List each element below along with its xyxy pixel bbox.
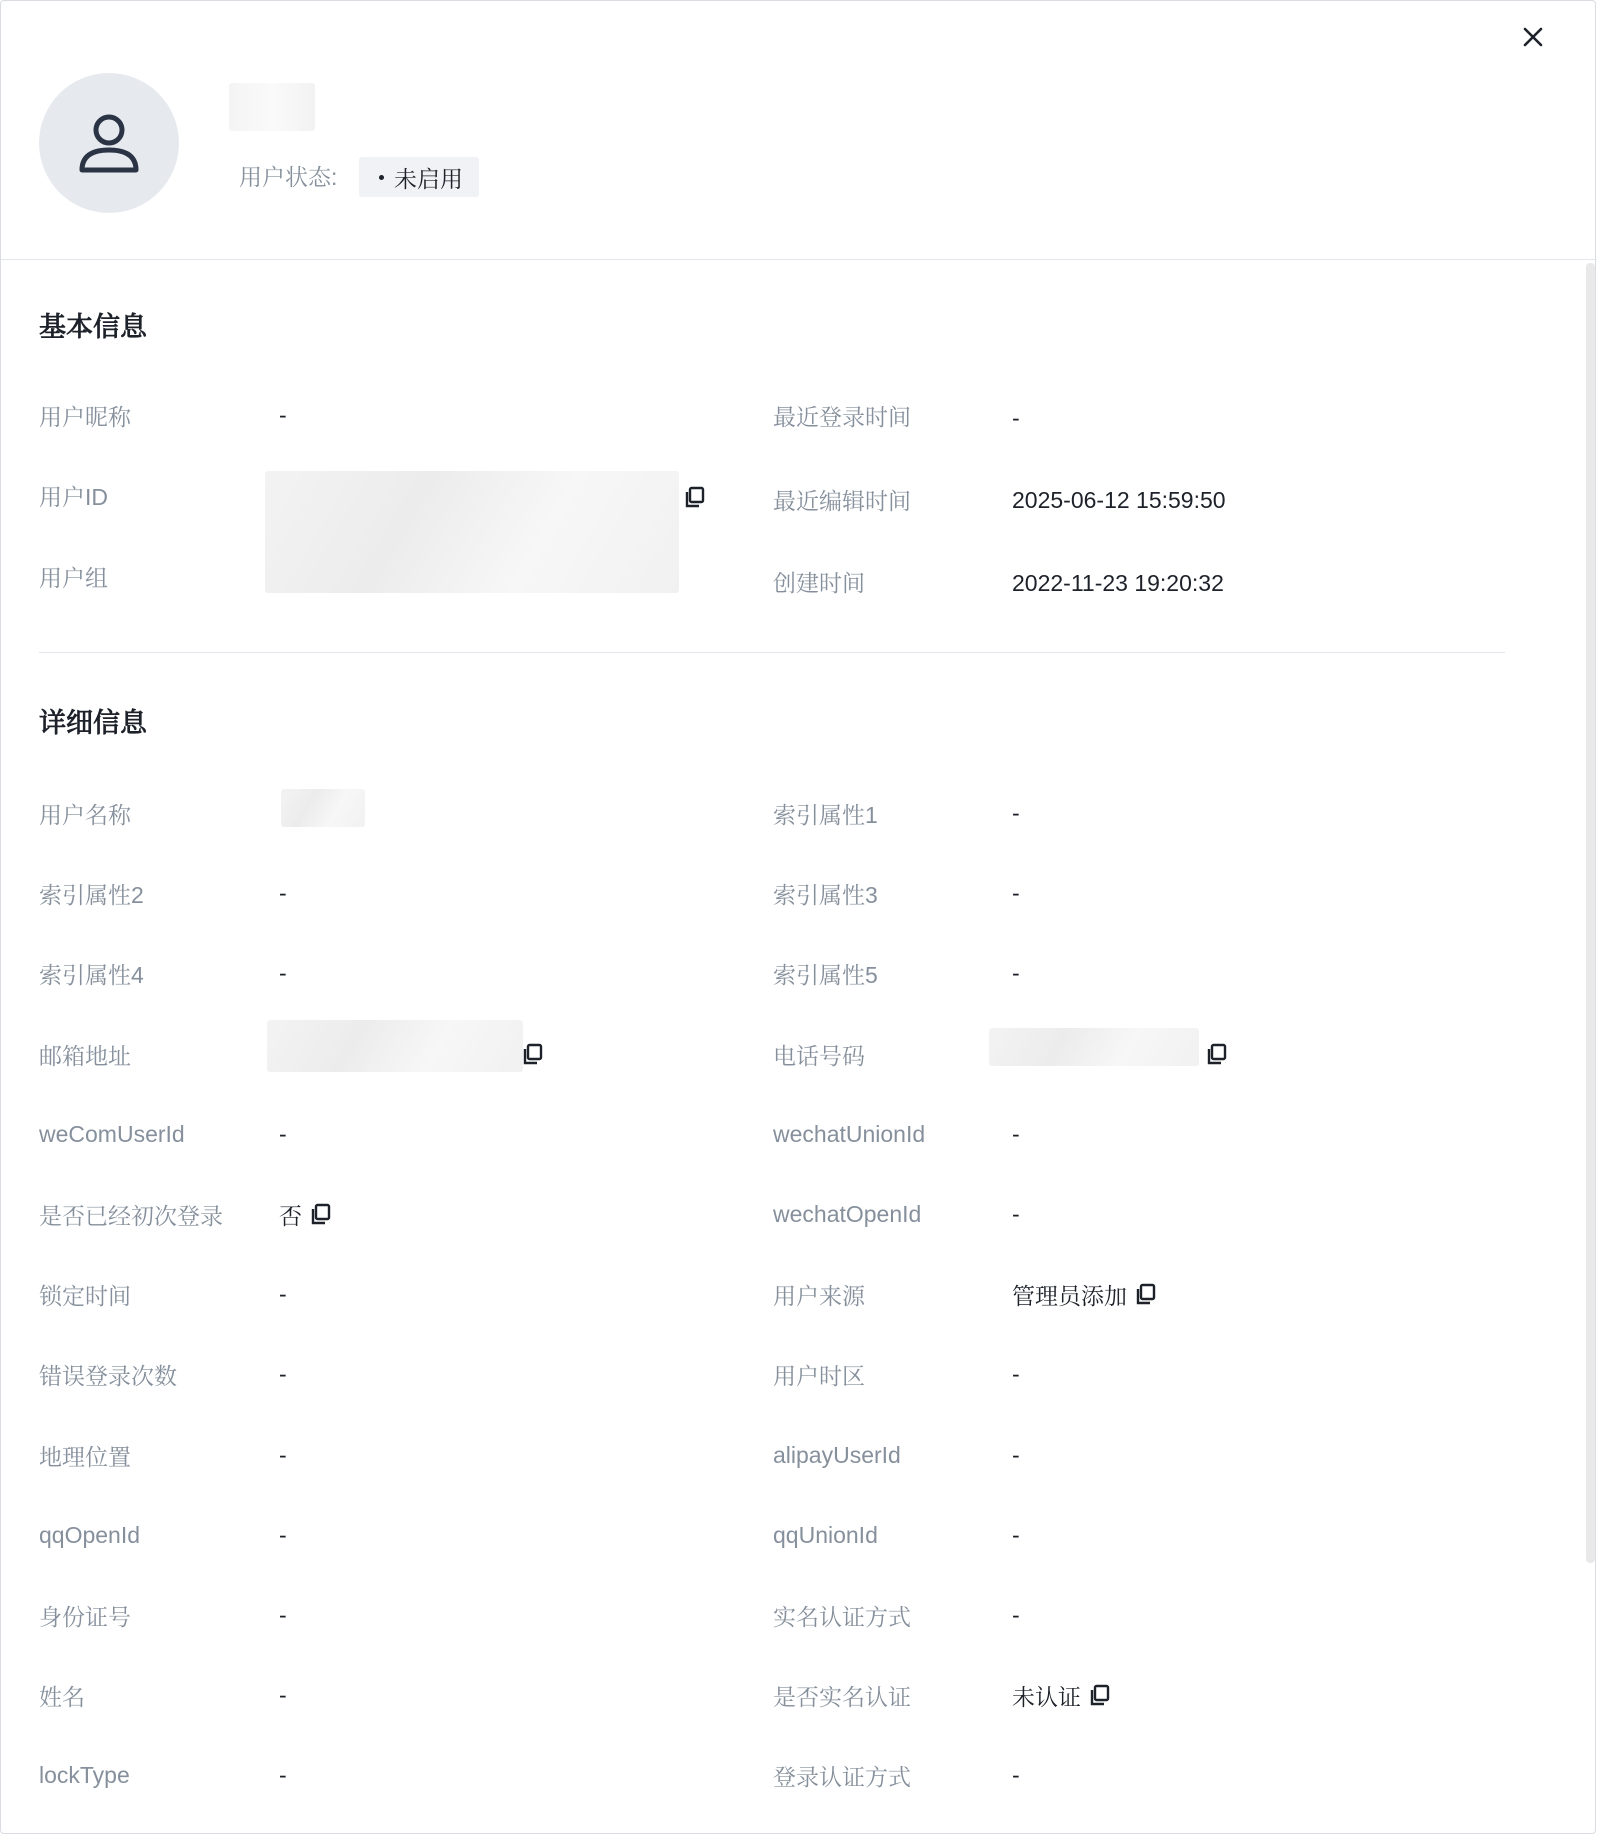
detail-label-left: lockType — [39, 1761, 130, 1788]
detail-label-left: 姓名 — [39, 1683, 85, 1710]
detail-label-right: 索引属性5 — [773, 961, 878, 988]
status-label: 用户状态: — [239, 164, 338, 190]
detail-label-right: 用户时区 — [773, 1362, 865, 1389]
detail-label-left: 锁定时间 — [39, 1282, 131, 1309]
detail-label-right: 是否实名认证 — [773, 1683, 911, 1710]
detail-value-right: - — [1012, 1360, 1020, 1387]
detail-value-right: 管理员添加 — [1012, 1278, 1157, 1311]
copy-icon — [1089, 1684, 1111, 1706]
detail-label-right: 索引属性1 — [773, 801, 878, 828]
detail-label-left: qqOpenId — [39, 1521, 141, 1548]
detail-label-right: wechatUnionId — [773, 1120, 926, 1147]
detail-value-left: - — [279, 1521, 287, 1548]
user-id-group-redacted — [265, 471, 679, 593]
detail-value-right: - — [1012, 1761, 1020, 1788]
field-user-id — [39, 475, 108, 515]
detail-value-left: 否 — [279, 1198, 332, 1231]
copy-icon — [1135, 1283, 1157, 1305]
field-value-created: 2022-11-23 19:20:32 — [1012, 569, 1224, 596]
detail-value-right: - — [1012, 1521, 1020, 1548]
detail-value-left: - — [279, 1280, 287, 1307]
phone-redacted — [989, 1028, 1199, 1066]
detail-value-left: - — [279, 1360, 287, 1387]
detail-label-left: 地理位置 — [39, 1443, 131, 1470]
detail-value-left: - — [279, 1601, 287, 1628]
copy-phone-button[interactable] — [1206, 1043, 1228, 1065]
scrollbar[interactable] — [1586, 263, 1595, 1563]
field-value-last-edit: 2025-06-12 15:59:50 — [1012, 486, 1226, 513]
copy-icon — [1206, 1043, 1228, 1065]
field-value-last-login: - — [1012, 404, 1020, 431]
detail-value-left: - — [279, 1761, 287, 1788]
detail-label-left: 邮箱地址 — [39, 1042, 131, 1069]
detail-value-right: - — [1012, 879, 1020, 906]
avatar — [39, 73, 179, 213]
field-user-group — [39, 556, 108, 596]
detail-value-right: - — [1012, 1441, 1020, 1468]
detail-label-right: 用户来源 — [773, 1282, 865, 1309]
detail-label-left: weComUserId — [39, 1120, 185, 1147]
detail-label-left: 索引属性4 — [39, 961, 144, 988]
user-header — [1, 1, 1597, 260]
status-dot-icon — [379, 175, 384, 180]
field-label: 用户组 — [39, 564, 108, 591]
copy-email-button[interactable] — [522, 1043, 544, 1065]
detail-label-left: 是否已经初次登录 — [39, 1202, 223, 1229]
detail-value-left: - — [279, 1120, 287, 1147]
detail-label-left: 用户名称 — [39, 801, 131, 828]
field-label: 用户ID — [39, 483, 108, 510]
detail-value-left: - — [279, 879, 287, 906]
copy-user-id-button[interactable] — [684, 486, 706, 508]
detail-value-left: - — [279, 1681, 287, 1708]
field-label-last-edit: 最近编辑时间 — [773, 487, 911, 514]
copy-button[interactable] — [310, 1203, 332, 1225]
detail-label-left: 索引属性2 — [39, 881, 144, 908]
status-badge — [359, 157, 479, 197]
detail-value-right: - — [1012, 799, 1020, 826]
field-label-last-login: 最近登录时间 — [773, 403, 911, 430]
detail-value-left: - — [279, 1441, 287, 1468]
user-display-name-redacted — [229, 83, 315, 131]
detail-label-right: 索引属性3 — [773, 881, 878, 908]
section-divider — [39, 652, 1505, 653]
field-value: - — [279, 401, 287, 428]
copy-button[interactable] — [1135, 1283, 1157, 1305]
detail-label-left: 错误登录次数 — [39, 1362, 177, 1389]
detail-label-right: 实名认证方式 — [773, 1603, 911, 1630]
field-label-created: 创建时间 — [773, 569, 865, 596]
detail-label-right: 电话号码 — [773, 1042, 865, 1069]
status-value: 未启用 — [394, 165, 463, 192]
detail-label-right: 登录认证方式 — [773, 1763, 911, 1790]
copy-icon — [684, 486, 706, 508]
email-redacted — [267, 1020, 523, 1072]
user-icon — [76, 110, 142, 176]
section-title-basic: 基本信息 — [39, 312, 147, 342]
copy-button[interactable] — [1089, 1684, 1111, 1706]
detail-label-right: qqUnionId — [773, 1521, 878, 1548]
field-nickname — [39, 395, 131, 435]
section-title-detail: 详细信息 — [39, 708, 147, 738]
detail-value-right: - — [1012, 959, 1020, 986]
detail-label-right: wechatOpenId — [773, 1200, 922, 1227]
detail-value-right: - — [1012, 1601, 1020, 1628]
copy-icon — [310, 1203, 332, 1225]
detail-value-right: - — [1012, 1120, 1020, 1147]
detail-label-right: alipayUserId — [773, 1441, 901, 1468]
detail-value-right: - — [1012, 1200, 1020, 1227]
copy-icon — [522, 1043, 544, 1065]
field-label: 用户昵称 — [39, 403, 131, 430]
username-redacted — [281, 789, 365, 827]
detail-label-left: 身份证号 — [39, 1603, 131, 1630]
detail-value-right: 未认证 — [1012, 1679, 1111, 1712]
detail-value-left: - — [279, 959, 287, 986]
